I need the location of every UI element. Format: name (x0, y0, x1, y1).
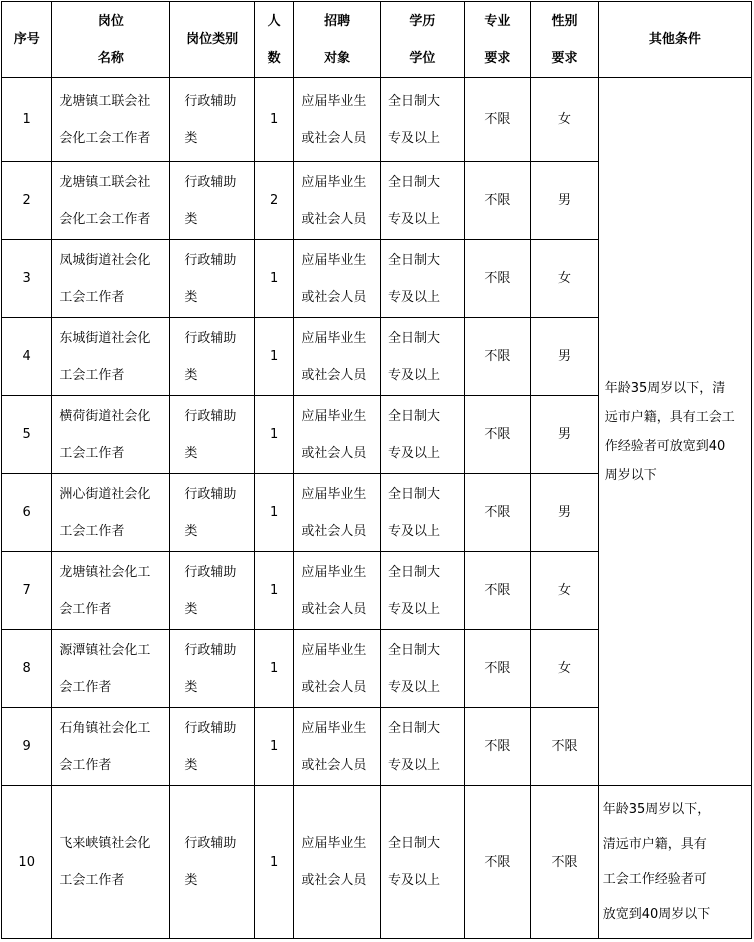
header-other: 其他条件 (598, 2, 751, 78)
cell-target (294, 78, 381, 162)
cell-seq-text: 9 (22, 739, 31, 754)
cell-gender (531, 240, 599, 318)
cell-category (170, 552, 255, 630)
cell-major (464, 396, 531, 474)
cell-category (170, 786, 255, 939)
cell-education-text: 专及以上 (388, 679, 441, 695)
cell-gender (531, 708, 599, 786)
cell-count-text: 1 (270, 854, 279, 870)
cell-count-text: 1 (270, 505, 279, 520)
cell-gender (531, 630, 599, 708)
cell-gender (531, 162, 599, 240)
cell-target (294, 552, 381, 630)
cell-post-name-text: 横荷街道社会化 (59, 408, 151, 424)
cell-target-text: 应届毕业生 (301, 252, 367, 268)
cell-major-text: 不限 (484, 271, 511, 286)
cell-category-text: 行政辅助 (184, 330, 237, 346)
cell-count (255, 552, 294, 630)
cell-post-name-text: 会化工会工作者 (59, 130, 151, 146)
cell-education (381, 786, 465, 939)
cell-seq (2, 162, 52, 240)
cell-major (464, 318, 531, 396)
cell-count (255, 240, 294, 318)
cell-count-text: 1 (270, 661, 279, 676)
header-edu-line2: 学位 (409, 50, 436, 66)
cell-education-text: 全日制大 (388, 252, 441, 268)
cell-seq-text: 4 (22, 349, 31, 364)
cell-target-text: 应届毕业生 (301, 836, 367, 851)
cell-gender (531, 552, 599, 630)
cell-education (381, 318, 465, 396)
cell-major-text: 不限 (484, 854, 511, 870)
cell-target (294, 474, 381, 552)
cell-post-name-text: 源潭镇社会化工 (59, 642, 151, 658)
cell-category-text: 行政辅助 (184, 408, 237, 424)
cell-category-text: 行政辅助 (184, 93, 237, 109)
cell-count (255, 78, 294, 162)
cell-category-text: 类 (184, 289, 198, 305)
cell-post-name (52, 396, 170, 474)
cell-major-text: 不限 (484, 112, 511, 127)
cell-category-text: 类 (184, 445, 198, 461)
cell-category-text: 行政辅助 (184, 720, 237, 736)
recruitment-table (1, 1, 752, 939)
cell-education-text: 专及以上 (388, 289, 441, 305)
cell-major-text: 不限 (484, 349, 511, 364)
cell-seq (2, 708, 52, 786)
cell-education-text: 全日制大 (388, 836, 441, 851)
cell-major-text: 不限 (484, 427, 511, 442)
cell-major-text: 不限 (484, 661, 511, 676)
cell-category (170, 240, 255, 318)
header-count (255, 2, 294, 78)
header-gender-line1: 性别 (551, 13, 578, 29)
cell-gender (531, 78, 599, 162)
cell-seq (2, 630, 52, 708)
cell-seq-text: 2 (22, 193, 31, 208)
cell-post-name (52, 552, 170, 630)
cell-target (294, 630, 381, 708)
cell-seq-text: 5 (22, 427, 31, 442)
cell-post-name-text: 会化工会工作者 (59, 211, 151, 227)
cell-target-text: 应届毕业生 (301, 642, 367, 658)
cell-count (255, 786, 294, 939)
header-gender (531, 2, 599, 78)
cell-post-name-text: 龙塘镇社会化工 (59, 564, 151, 580)
cell-target-text: 或社会人员 (301, 130, 367, 146)
cell-major-text: 不限 (484, 193, 511, 208)
table-header-row (2, 2, 752, 78)
cell-post-name-text: 石角镇社会化工 (59, 720, 151, 736)
cell-count-text: 1 (270, 112, 279, 127)
other-conditions-line: 年龄35周岁以下，清 (604, 380, 726, 396)
cell-major-text: 不限 (484, 583, 511, 598)
cell-seq (2, 396, 52, 474)
cell-seq-text: 3 (22, 271, 31, 286)
cell-education-text: 专及以上 (388, 130, 441, 146)
cell-education-text: 专及以上 (388, 873, 441, 888)
cell-category-text: 类 (184, 367, 198, 383)
other-conditions-line: 远市户籍，具有工会工 (604, 409, 735, 425)
cell-count-text: 2 (270, 193, 279, 208)
cell-education-text: 全日制大 (388, 486, 441, 502)
cell-seq-text: 1 (22, 112, 31, 127)
cell-education-text: 专及以上 (388, 757, 441, 773)
cell-category-text: 类 (184, 211, 198, 227)
cell-post-name (52, 162, 170, 240)
cell-target-text: 或社会人员 (301, 445, 367, 461)
cell-count-text: 1 (270, 349, 279, 364)
cell-post-name (52, 240, 170, 318)
cell-education-text: 专及以上 (388, 367, 441, 383)
cell-category-text: 行政辅助 (184, 174, 237, 190)
table-row (2, 786, 752, 939)
cell-target-text: 或社会人员 (301, 523, 367, 539)
cell-target-text: 应届毕业生 (301, 174, 367, 190)
cell-gender-text: 不限 (551, 739, 578, 754)
cell-education-text: 专及以上 (388, 445, 441, 461)
cell-post-name (52, 78, 170, 162)
header-edu-line1: 学历 (409, 13, 436, 29)
cell-major (464, 240, 531, 318)
cell-count (255, 630, 294, 708)
cell-gender-text: 女 (557, 271, 571, 286)
cell-education-text: 全日制大 (388, 564, 441, 580)
cell-education (381, 474, 465, 552)
cell-target (294, 396, 381, 474)
other-conditions-line: 作经验者可放宽到40 (604, 438, 726, 454)
cell-category-text: 行政辅助 (184, 642, 237, 658)
cell-major (464, 786, 531, 939)
cell-count-text: 1 (270, 271, 279, 286)
cell-target-text: 应届毕业生 (301, 408, 367, 424)
cell-post-name-text: 洲心街道社会化 (59, 486, 151, 502)
cell-seq (2, 78, 52, 162)
cell-post-name-text: 东城街道社会化 (59, 330, 151, 346)
cell-target-text: 或社会人员 (301, 367, 367, 383)
cell-target-text: 应届毕业生 (301, 486, 367, 502)
cell-post-name (52, 630, 170, 708)
cell-post-name-text: 龙塘镇工联会社 (59, 174, 151, 190)
cell-target-text: 或社会人员 (301, 679, 367, 695)
cell-count (255, 162, 294, 240)
cell-education (381, 708, 465, 786)
cell-category-text: 行政辅助 (184, 486, 237, 502)
cell-post-name-text: 会工作者 (59, 757, 112, 773)
header-major (464, 2, 531, 78)
cell-seq-text: 8 (22, 661, 31, 676)
cell-target-text: 应届毕业生 (301, 720, 367, 736)
cell-target-text: 或社会人员 (301, 289, 367, 305)
cell-education-text: 专及以上 (388, 523, 441, 539)
cell-seq-text: 7 (22, 583, 31, 598)
cell-target-text: 或社会人员 (301, 873, 367, 888)
cell-count-text: 1 (270, 739, 279, 754)
header-target-line2: 对象 (324, 50, 351, 66)
cell-seq (2, 474, 52, 552)
cell-other-conditions-row10 (598, 786, 751, 939)
cell-post-name-text: 飞来峡镇社会化 (59, 836, 151, 851)
cell-category (170, 630, 255, 708)
cell-education-text: 全日制大 (388, 174, 441, 190)
cell-category-text: 行政辅助 (184, 836, 237, 851)
cell-category (170, 318, 255, 396)
cell-education-text: 全日制大 (388, 642, 441, 658)
other-conditions-line: 工会工作经验者可 (602, 872, 707, 887)
header-count-line2: 数 (267, 50, 281, 66)
cell-education (381, 630, 465, 708)
cell-post-name-text: 工会工作者 (59, 367, 125, 383)
cell-major (464, 552, 531, 630)
cell-education-text: 专及以上 (388, 601, 441, 617)
cell-post-name (52, 786, 170, 939)
cell-category-text: 类 (184, 873, 198, 888)
cell-post-name (52, 474, 170, 552)
other-conditions-line: 放宽到40周岁以下 (602, 907, 711, 922)
cell-count-text: 1 (270, 583, 279, 598)
cell-target-text: 或社会人员 (301, 757, 367, 773)
cell-category-text: 类 (184, 601, 198, 617)
cell-count (255, 708, 294, 786)
cell-category-text: 类 (184, 679, 198, 695)
cell-post-name (52, 708, 170, 786)
cell-seq-text: 6 (22, 505, 31, 520)
cell-education (381, 240, 465, 318)
cell-education-text: 专及以上 (388, 211, 441, 227)
header-category: 岗位类别 (170, 2, 255, 78)
table-body (2, 78, 752, 939)
cell-post-name-text: 龙塘镇工联会社 (59, 93, 151, 109)
cell-category (170, 474, 255, 552)
header-major-line2: 要求 (484, 50, 511, 66)
cell-post-name-text: 工会工作者 (59, 289, 125, 305)
cell-category-text: 类 (184, 130, 198, 146)
other-conditions-line: 年龄35周岁以下， (602, 802, 711, 817)
cell-education-text: 全日制大 (388, 330, 441, 346)
cell-gender (531, 396, 599, 474)
header-post-name (52, 2, 170, 78)
cell-category (170, 396, 255, 474)
cell-education (381, 552, 465, 630)
cell-count (255, 318, 294, 396)
header-gender-line2: 要求 (551, 50, 578, 66)
cell-gender-text: 不限 (551, 854, 578, 870)
cell-education (381, 78, 465, 162)
header-count-line1: 人 (267, 13, 281, 29)
cell-education (381, 162, 465, 240)
cell-target-text: 或社会人员 (301, 601, 367, 617)
header-target-line1: 招聘 (324, 13, 351, 29)
other-conditions-line: 周岁以下 (604, 467, 657, 483)
cell-target-text: 应届毕业生 (301, 330, 367, 346)
cell-education (381, 396, 465, 474)
cell-major (464, 708, 531, 786)
header-post-line1: 岗位 (97, 13, 124, 29)
other-conditions-line: 清远市户籍，具有 (602, 837, 707, 852)
cell-post-name (52, 318, 170, 396)
header-post-line2: 名称 (97, 50, 124, 66)
cell-target (294, 318, 381, 396)
cell-count-text: 1 (270, 427, 279, 442)
cell-gender-text: 男 (557, 505, 571, 520)
cell-post-name-text: 工会工作者 (59, 445, 125, 461)
header-major-line1: 专业 (484, 13, 511, 29)
cell-category-text: 行政辅助 (184, 252, 237, 268)
cell-major (464, 630, 531, 708)
cell-category (170, 708, 255, 786)
cell-gender-text: 女 (557, 112, 571, 127)
cell-category (170, 162, 255, 240)
cell-post-name-text: 会工作者 (59, 601, 112, 617)
cell-count (255, 474, 294, 552)
cell-seq (2, 786, 52, 939)
cell-education-text: 全日制大 (388, 93, 441, 109)
cell-major-text: 不限 (484, 505, 511, 520)
cell-major (464, 162, 531, 240)
cell-other-conditions (598, 78, 751, 786)
cell-gender-text: 男 (557, 193, 571, 208)
cell-gender-text: 女 (557, 661, 571, 676)
cell-target-text: 应届毕业生 (301, 564, 367, 580)
cell-target (294, 162, 381, 240)
cell-category (170, 78, 255, 162)
cell-seq (2, 240, 52, 318)
header-target (294, 2, 381, 78)
cell-post-name-text: 凤城街道社会化 (59, 252, 151, 268)
cell-seq-text: 10 (18, 854, 35, 870)
cell-education-text: 全日制大 (388, 408, 441, 424)
cell-gender (531, 474, 599, 552)
cell-count (255, 396, 294, 474)
cell-post-name-text: 会工作者 (59, 679, 112, 695)
cell-gender-text: 男 (557, 349, 571, 364)
cell-category-text: 类 (184, 757, 198, 773)
cell-gender-text: 女 (557, 583, 571, 598)
cell-post-name-text: 工会工作者 (59, 523, 125, 539)
cell-gender-text: 男 (557, 427, 571, 442)
cell-education-text: 全日制大 (388, 720, 441, 736)
cell-target-text: 应届毕业生 (301, 93, 367, 109)
cell-category-text: 类 (184, 523, 198, 539)
cell-major-text: 不限 (484, 739, 511, 754)
cell-gender (531, 318, 599, 396)
cell-target (294, 240, 381, 318)
cell-target (294, 708, 381, 786)
cell-post-name-text: 工会工作者 (59, 873, 125, 888)
cell-category-text: 行政辅助 (184, 564, 237, 580)
cell-seq (2, 552, 52, 630)
cell-target-text: 或社会人员 (301, 211, 367, 227)
cell-major (464, 78, 531, 162)
table-row (2, 78, 752, 162)
cell-major (464, 474, 531, 552)
cell-target (294, 786, 381, 939)
cell-gender (531, 786, 599, 939)
header-seq: 序号 (2, 2, 52, 78)
cell-seq (2, 318, 52, 396)
header-education (381, 2, 465, 78)
